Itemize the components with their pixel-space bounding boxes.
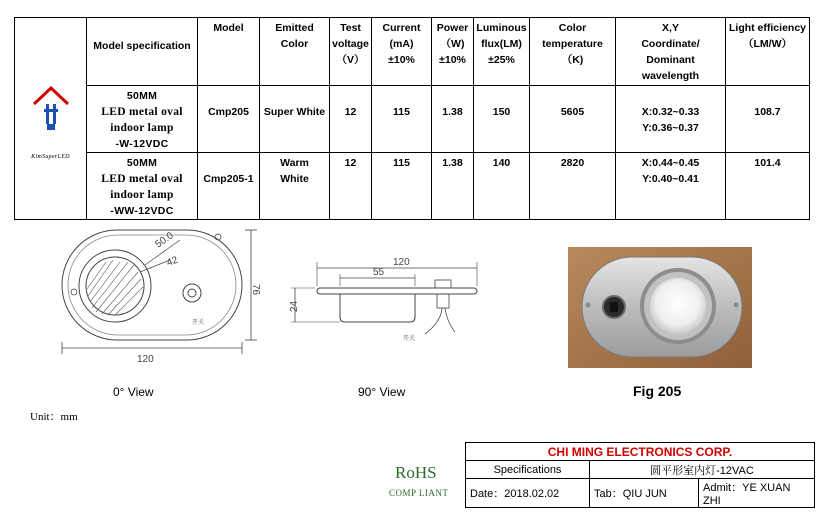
- header-current: Current (mA) ±10%: [372, 18, 432, 86]
- row2-efficiency: 101.4: [726, 153, 810, 220]
- brand-logo: [20, 78, 82, 148]
- row2-temp: 2820: [530, 153, 616, 220]
- dim-side-24: 24: [289, 300, 300, 312]
- rohs-sub: COMP LIANT: [389, 488, 449, 498]
- logo-cell: [15, 18, 87, 220]
- row1-flux: 150: [474, 86, 530, 153]
- tab-field: Tab：QIU JUN: [590, 479, 699, 508]
- header-efficiency: Light efficiency （LM/W）: [726, 18, 810, 86]
- dim-side-120: 120: [393, 257, 410, 268]
- top-view-drawing: [40, 222, 270, 367]
- row1-xy: X:0.32~0.33 Y:0.36~0.37: [616, 86, 726, 153]
- row2-xy: X:0.44~0.45 Y:0.40~0.41: [616, 153, 726, 220]
- row2-power: 1.38: [432, 153, 474, 220]
- row2-spec: 50MM LED metal oval indoor lamp -WW-12VDC: [87, 153, 198, 220]
- dim-dia-42: 42: [165, 254, 180, 269]
- row1-temp: 5605: [530, 86, 616, 153]
- row1-voltage: 12: [330, 86, 372, 153]
- row1-efficiency: 108.7: [726, 86, 810, 153]
- admit-field: Admit：YE XUAN ZHI: [699, 479, 815, 508]
- switch-note: 开关: [192, 320, 205, 326]
- product-photo: [568, 247, 752, 368]
- spec-value: 圆平形室内灯-12VAC: [590, 461, 815, 479]
- table-row: [15, 153, 810, 220]
- title-block: [465, 442, 815, 508]
- dim-dia-50: 50.0: [153, 230, 176, 251]
- spec-table: [14, 17, 810, 220]
- dim-height-76: 76: [250, 284, 261, 296]
- row1-spec: 50MM LED metal oval indoor lamp -W-12VDC: [87, 86, 198, 153]
- row1-color: Super White: [260, 86, 330, 153]
- header-color-temp: Color temperature （K): [530, 18, 616, 86]
- row1-power: 1.38: [432, 86, 474, 153]
- company-name: CHI MING ELECTRONICS CORP.: [466, 443, 815, 461]
- header-row: [15, 18, 810, 86]
- header-test-voltage: Test voltage （V）: [330, 18, 372, 86]
- row2-color: Warm White: [260, 153, 330, 220]
- side-view-drawing: [285, 252, 485, 352]
- view-90-label: 90° View: [358, 385, 406, 399]
- logo-text: KimSuperLED: [31, 154, 70, 160]
- header-power: Power （W) ±10%: [432, 18, 474, 86]
- row2-flux: 140: [474, 153, 530, 220]
- dim-side-55: 55: [373, 267, 385, 278]
- side-switch-note: 开关: [403, 336, 416, 342]
- header-model-spec: Model specification: [87, 18, 198, 86]
- header-emitted-color: Emitted Color: [260, 18, 330, 86]
- header-model: Model: [198, 18, 260, 86]
- row1-current: 115: [372, 86, 432, 153]
- unit-label: Unit：mm: [30, 411, 78, 423]
- date-field: Date：2018.02.02: [466, 479, 590, 508]
- row1-model: Cmp205: [198, 86, 260, 153]
- fig-label: Fig 205: [633, 383, 682, 399]
- row2-current: 115: [372, 153, 432, 220]
- header-xy: X,Y Coordinate/ Dominant wavelength: [616, 18, 726, 86]
- view-0-label: 0° View: [113, 385, 154, 399]
- header-luminous: Luminous flux(LM) ±25%: [474, 18, 530, 86]
- dim-width-120: 120: [137, 354, 154, 365]
- spec-label: Specifications: [466, 461, 590, 479]
- rohs-mark: RoHS: [395, 463, 437, 482]
- row2-model: Cmp205-1: [198, 153, 260, 220]
- table-row: [15, 86, 810, 153]
- row2-voltage: 12: [330, 153, 372, 220]
